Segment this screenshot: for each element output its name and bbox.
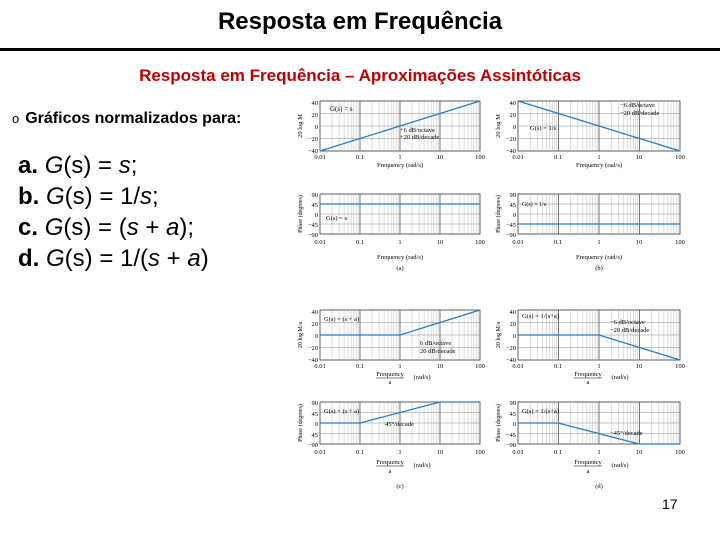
- svg-text:45: 45: [311, 202, 318, 209]
- svg-text:40: 40: [509, 309, 516, 316]
- svg-text:10: 10: [635, 363, 643, 370]
- svg-text:Phase (degrees): Phase (degrees): [298, 195, 304, 233]
- svg-text:−20: −20: [505, 136, 516, 143]
- svg-text:Frequency: Frequency: [574, 371, 602, 378]
- plot-b-magnitude: [495, 100, 685, 169]
- svg-text:20: 20: [509, 112, 516, 119]
- svg-text:0: 0: [314, 212, 318, 219]
- svg-text:−40: −40: [505, 148, 516, 155]
- svg-text:a: a: [586, 379, 590, 386]
- plot-a-phase: [297, 192, 485, 272]
- svg-text:1: 1: [597, 449, 601, 456]
- svg-text:(rad/s): (rad/s): [611, 374, 629, 381]
- svg-text:90: 90: [311, 192, 318, 199]
- svg-text:Phase (degrees): Phase (degrees): [298, 404, 304, 442]
- svg-text:90: 90: [509, 400, 516, 407]
- svg-text:100: 100: [675, 363, 685, 370]
- slide-title: Resposta em Frequência: [217, 8, 503, 35]
- label-a-phase: G(s) = s: [326, 215, 347, 222]
- svg-text:90: 90: [509, 192, 516, 199]
- svg-text:Phase (degrees): Phase (degrees): [496, 404, 502, 442]
- svg-text:1: 1: [597, 154, 601, 161]
- label-d-slope1: −6 dB/octave: [610, 319, 645, 326]
- label-a-slope1: +6 dB/octave: [400, 127, 435, 134]
- svg-text:−40: −40: [307, 357, 318, 364]
- svg-text:10: 10: [635, 239, 643, 246]
- label-c-mag: G(s) = (s + a): [324, 316, 360, 323]
- svg-text:0: 0: [512, 212, 516, 219]
- svg-text:10: 10: [436, 449, 444, 456]
- svg-text:0.01: 0.01: [512, 154, 524, 161]
- svg-text:a: a: [388, 379, 392, 386]
- slide-subtitle: Resposta em Frequência – Aproximações Assintóticas: [139, 66, 581, 85]
- svg-text:1: 1: [398, 154, 402, 161]
- svg-text:Frequency: Frequency: [376, 459, 404, 466]
- caption-c: (c): [396, 483, 404, 490]
- label-c-slope2: 20 dB/decade: [420, 348, 456, 355]
- label-b-mag: G(s) = 1/s: [530, 125, 557, 132]
- svg-text:−90: −90: [505, 232, 516, 239]
- svg-text:1: 1: [398, 363, 402, 370]
- svg-text:20 log M: 20 log M: [495, 114, 502, 138]
- svg-text:20: 20: [311, 112, 318, 119]
- caption-a: (a): [396, 265, 404, 272]
- svg-text:Frequency (rad/s): Frequency (rad/s): [575, 254, 623, 261]
- svg-text:0.01: 0.01: [314, 449, 326, 456]
- svg-text:0.01: 0.01: [512, 363, 524, 370]
- svg-text:1: 1: [398, 449, 402, 456]
- label-d-mag: G(s) = 1/(s+a): [522, 313, 559, 320]
- svg-text:Phase (degrees): Phase (degrees): [496, 195, 502, 233]
- svg-text:−40: −40: [505, 357, 516, 364]
- svg-text:0: 0: [512, 333, 516, 340]
- equation-b: b. G(s) = 1/s;: [18, 183, 159, 210]
- svg-text:0.1: 0.1: [355, 239, 365, 246]
- svg-text:1: 1: [597, 239, 601, 246]
- svg-text:20 log M/a: 20 log M/a: [496, 321, 502, 349]
- svg-text:45: 45: [509, 202, 516, 209]
- svg-text:0.01: 0.01: [512, 239, 524, 246]
- label-a-slope2: +20 dB/decade: [400, 134, 440, 141]
- label-c-phase: G(s) = (s + a): [324, 408, 360, 415]
- svg-text:45: 45: [311, 432, 318, 439]
- label-c-phase-slope: 45°/decade: [385, 421, 414, 428]
- svg-text:Frequency (rad/s): Frequency (rad/s): [376, 254, 424, 261]
- label-b-phase: G(s) = 1/s: [522, 202, 547, 208]
- svg-text:−40: −40: [307, 148, 318, 155]
- bullet-marker: o: [12, 111, 20, 126]
- svg-text:−20: −20: [505, 345, 516, 352]
- svg-text:0.01: 0.01: [314, 154, 326, 161]
- svg-text:10: 10: [436, 363, 444, 370]
- caption-d: (d): [595, 483, 603, 490]
- svg-text:a: a: [388, 468, 392, 475]
- svg-text:0.1: 0.1: [355, 449, 365, 456]
- svg-text:0.01: 0.01: [512, 449, 524, 456]
- bullet-text: Gráficos normalizados para:: [25, 110, 242, 127]
- svg-text:100: 100: [475, 239, 485, 246]
- svg-text:0.1: 0.1: [355, 154, 365, 161]
- svg-text:(rad/s): (rad/s): [413, 462, 431, 469]
- svg-text:20: 20: [509, 321, 516, 328]
- svg-text:40: 40: [311, 100, 318, 107]
- svg-text:0: 0: [314, 333, 318, 340]
- label-d-phase-slope: −45°/decade: [610, 430, 643, 437]
- svg-text:20 log M/a: 20 log M/a: [298, 321, 304, 349]
- svg-text:1: 1: [398, 239, 402, 246]
- label-d-phase: G(s) = 1/(s+a): [522, 408, 559, 415]
- svg-text:45: 45: [509, 411, 516, 418]
- svg-text:100: 100: [475, 449, 485, 456]
- svg-text:20 log M: 20 log M: [297, 114, 304, 138]
- svg-text:40: 40: [311, 309, 318, 316]
- svg-text:0.1: 0.1: [553, 154, 563, 161]
- page-number: 17: [662, 496, 678, 512]
- equation-c: c. G(s) = (s + a);: [18, 214, 195, 241]
- svg-text:−20: −20: [307, 136, 318, 143]
- svg-text:10: 10: [436, 154, 444, 161]
- svg-text:Frequency (rad/s): Frequency (rad/s): [575, 162, 623, 169]
- svg-text:20: 20: [311, 321, 318, 328]
- plot-d-phase: [495, 400, 685, 490]
- svg-text:0: 0: [512, 124, 516, 131]
- plot-c-phase: [297, 400, 485, 490]
- svg-text:Frequency: Frequency: [376, 371, 404, 378]
- svg-text:0.1: 0.1: [553, 449, 563, 456]
- label-a-mag: G(s) = s: [330, 105, 353, 113]
- svg-text:0.01: 0.01: [314, 239, 326, 246]
- svg-text:−90: −90: [505, 442, 516, 449]
- svg-text:100: 100: [475, 363, 485, 370]
- bullet-line: [12, 110, 241, 128]
- equation-d: d. G(s) = 1/(s + a): [18, 245, 209, 272]
- svg-text:1: 1: [597, 363, 601, 370]
- title-divider: [0, 48, 720, 51]
- svg-text:10: 10: [635, 154, 643, 161]
- svg-text:0.1: 0.1: [355, 363, 365, 370]
- svg-text:(rad/s): (rad/s): [611, 462, 629, 469]
- equation-a: a. G(s) = s;: [18, 152, 138, 179]
- label-d-slope2: −20 dB/decade: [610, 327, 650, 334]
- plot-c-magnitude: [298, 309, 485, 386]
- svg-text:−90: −90: [307, 232, 318, 239]
- bode-plots-svg: [290, 96, 690, 496]
- svg-text:−45: −45: [505, 222, 516, 229]
- svg-text:(rad/s): (rad/s): [413, 374, 431, 381]
- svg-text:100: 100: [675, 154, 685, 161]
- svg-text:−20: −20: [307, 345, 318, 352]
- caption-b: (b): [595, 265, 603, 272]
- svg-text:10: 10: [436, 239, 444, 246]
- svg-text:0: 0: [314, 124, 318, 131]
- svg-text:100: 100: [475, 154, 485, 161]
- label-b-slope1: −6 dB/octave: [620, 102, 655, 109]
- svg-text:0: 0: [512, 421, 516, 428]
- svg-text:90: 90: [311, 400, 318, 407]
- svg-text:10: 10: [635, 449, 643, 456]
- plot-a-magnitude: [297, 100, 485, 169]
- svg-text:45: 45: [311, 411, 318, 418]
- svg-text:0.1: 0.1: [553, 363, 563, 370]
- plot-d-magnitude: [496, 309, 685, 386]
- svg-text:Frequency: Frequency: [574, 459, 602, 466]
- svg-text:0: 0: [314, 421, 318, 428]
- svg-text:0.1: 0.1: [553, 239, 563, 246]
- svg-text:−45: −45: [505, 432, 516, 439]
- bode-figure: [290, 96, 690, 501]
- label-c-slope1: 6 dB/octave: [420, 340, 452, 347]
- equation-list: [18, 150, 209, 274]
- svg-text:−90: −90: [307, 442, 318, 449]
- svg-text:−45: −45: [307, 222, 318, 229]
- svg-text:Frequency (rad/s): Frequency (rad/s): [376, 162, 424, 169]
- plot-b-phase: [495, 192, 685, 272]
- svg-text:40: 40: [509, 100, 516, 107]
- label-b-slope2: −20 dB/decade: [620, 110, 660, 117]
- svg-text:100: 100: [675, 239, 685, 246]
- svg-text:a: a: [586, 468, 590, 475]
- svg-text:100: 100: [675, 449, 685, 456]
- svg-text:0.01: 0.01: [314, 363, 326, 370]
